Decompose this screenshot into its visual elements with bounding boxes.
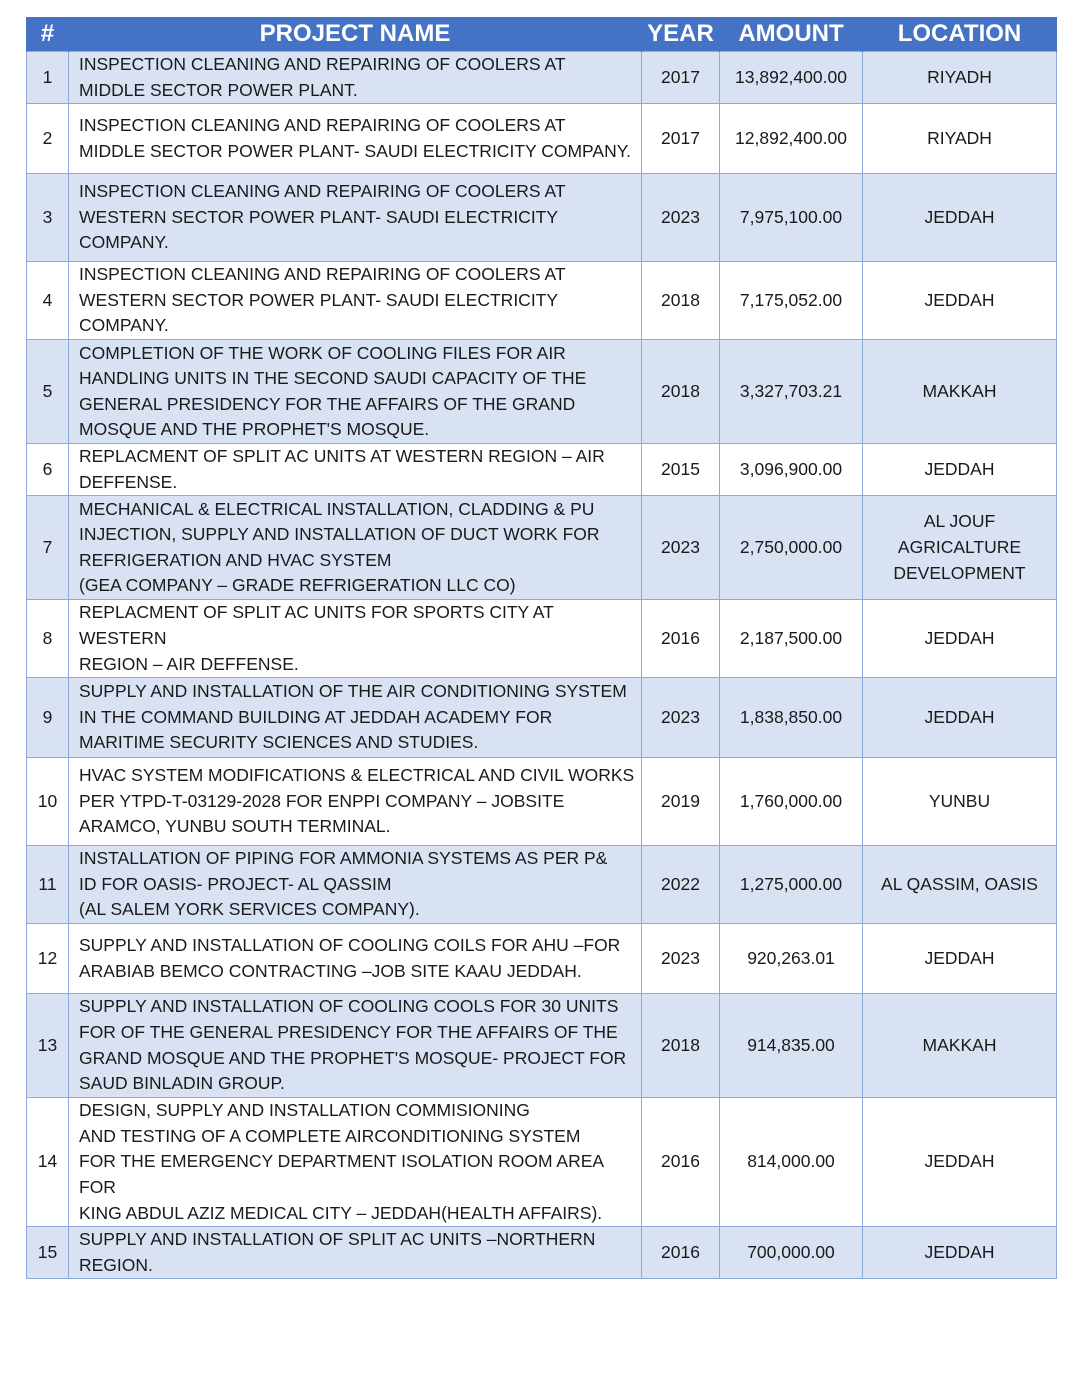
amount-cell: 1,838,850.00 — [720, 678, 863, 758]
project-name-cell: INSPECTION CLEANING AND REPAIRING OF COOLERS AT WESTERN SECTOR POWER PLANT- SAUDI ELECTRICITY COMPANY. — [69, 262, 642, 340]
table-row — [27, 174, 1057, 262]
amount-cell: 12,892,400.00 — [720, 104, 863, 174]
project-name-cell: INSPECTION CLEANING AND REPAIRING OF COOLERS AT WESTERN SECTOR POWER PLANT- SAUDI ELECTRICITY COMPANY. — [69, 174, 642, 262]
year-cell: 2015 — [642, 444, 720, 496]
table-body — [27, 52, 1057, 1279]
amount-cell: 700,000.00 — [720, 1227, 863, 1279]
row-number-cell: 2 — [27, 104, 69, 174]
row-number-cell: 9 — [27, 678, 69, 758]
location-cell: MAKKAH — [863, 340, 1057, 444]
row-number-cell: 5 — [27, 340, 69, 444]
year-cell: 2018 — [642, 340, 720, 444]
amount-cell: 914,835.00 — [720, 994, 863, 1098]
amount-cell: 3,327,703.21 — [720, 340, 863, 444]
year-cell: 2016 — [642, 1098, 720, 1227]
year-cell: 2019 — [642, 758, 720, 846]
table-header-row — [27, 17, 1057, 52]
row-number-cell: 1 — [27, 52, 69, 104]
header-project-name: PROJECT NAME — [69, 17, 642, 52]
row-number-cell: 3 — [27, 174, 69, 262]
location-cell: JEDDAH — [863, 600, 1057, 678]
table-row — [27, 994, 1057, 1098]
project-name-cell: SUPPLY AND INSTALLATION OF COOLING COILS FOR AHU –FOR ARABIAB BEMCO CONTRACTING –JOB SITE KAAU JEDDAH. — [69, 924, 642, 994]
location-cell: JEDDAH — [863, 262, 1057, 340]
location-cell: RIYADH — [863, 52, 1057, 104]
table-row — [27, 758, 1057, 846]
row-number-cell: 11 — [27, 846, 69, 924]
table-row — [27, 104, 1057, 174]
amount-cell: 814,000.00 — [720, 1098, 863, 1227]
project-name-cell: SUPPLY AND INSTALLATION OF THE AIR CONDITIONING SYSTEM IN THE COMMAND BUILDING AT JEDDAH ACADEMY FOR MARITIME SECURITY SCIENCES AND STUDIES. — [69, 678, 642, 758]
table-row — [27, 340, 1057, 444]
table-row — [27, 846, 1057, 924]
amount-cell: 920,263.01 — [720, 924, 863, 994]
project-name-cell: INSPECTION CLEANING AND REPAIRING OF COOLERS AT MIDDLE SECTOR POWER PLANT. — [69, 52, 642, 104]
row-number-cell: 8 — [27, 600, 69, 678]
table-row — [27, 924, 1057, 994]
row-number-cell: 7 — [27, 496, 69, 600]
table-row — [27, 1227, 1057, 1279]
location-cell: YUNBU — [863, 758, 1057, 846]
location-cell: RIYADH — [863, 104, 1057, 174]
table-row — [27, 262, 1057, 340]
amount-cell: 7,175,052.00 — [720, 262, 863, 340]
location-cell: MAKKAH — [863, 994, 1057, 1098]
year-cell: 2023 — [642, 496, 720, 600]
amount-cell: 2,187,500.00 — [720, 600, 863, 678]
year-cell: 2017 — [642, 52, 720, 104]
project-name-cell: MECHANICAL & ELECTRICAL INSTALLATION, CLADDING & PU INJECTION, SUPPLY AND INSTALLATION OF DUCT WORK FOR REFRIGERATION AND HVAC SYSTEM (GEA COMPANY – GRADE REFRIGERATION LLC CO) — [69, 496, 642, 600]
year-cell: 2016 — [642, 1227, 720, 1279]
amount-cell: 1,760,000.00 — [720, 758, 863, 846]
row-number-cell: 10 — [27, 758, 69, 846]
year-cell: 2016 — [642, 600, 720, 678]
header-amount: AMOUNT — [720, 17, 863, 52]
header-year: YEAR — [642, 17, 720, 52]
amount-cell: 3,096,900.00 — [720, 444, 863, 496]
table-row — [27, 52, 1057, 104]
project-name-cell: SUPPLY AND INSTALLATION OF SPLIT AC UNITS –NORTHERN REGION. — [69, 1227, 642, 1279]
row-number-cell: 12 — [27, 924, 69, 994]
year-cell: 2017 — [642, 104, 720, 174]
project-name-cell: REPLACMENT OF SPLIT AC UNITS FOR SPORTS CITY AT WESTERN REGION – AIR DEFFENSE. — [69, 600, 642, 678]
amount-cell: 13,892,400.00 — [720, 52, 863, 104]
row-number-cell: 6 — [27, 444, 69, 496]
table-row — [27, 444, 1057, 496]
location-cell: AL QASSIM, OASIS — [863, 846, 1057, 924]
row-number-cell: 4 — [27, 262, 69, 340]
project-name-cell: SUPPLY AND INSTALLATION OF COOLING COOLS FOR 30 UNITS FOR OF THE GENERAL PRESIDENCY FOR THE AFFAIRS OF THE GRAND MOSQUE AND THE PROPHET'S MOSQUE- PROJECT FOR SAUD BINLADIN GROUP. — [69, 994, 642, 1098]
row-number-cell: 13 — [27, 994, 69, 1098]
year-cell: 2022 — [642, 846, 720, 924]
location-cell: JEDDAH — [863, 924, 1057, 994]
year-cell: 2018 — [642, 994, 720, 1098]
project-name-cell: COMPLETION OF THE WORK OF COOLING FILES FOR AIR HANDLING UNITS IN THE SECOND SAUDI CAPACITY OF THE GENERAL PRESIDENCY FOR THE AFFAIRS OF THE GRAND MOSQUE AND THE PROPHET'S MOSQUE. — [69, 340, 642, 444]
project-name-cell: INSTALLATION OF PIPING FOR AMMONIA SYSTEMS AS PER P& ID FOR OASIS- PROJECT- AL QASSIM (AL SALEM YORK SERVICES COMPANY). — [69, 846, 642, 924]
header-number: # — [27, 17, 69, 52]
row-number-cell: 15 — [27, 1227, 69, 1279]
location-cell: JEDDAH — [863, 1098, 1057, 1227]
location-cell: AL JOUF AGRICALTURE DEVELOPMENT — [863, 496, 1057, 600]
location-cell: JEDDAH — [863, 174, 1057, 262]
amount-cell: 7,975,100.00 — [720, 174, 863, 262]
header-location: LOCATION — [863, 17, 1057, 52]
year-cell: 2023 — [642, 924, 720, 994]
amount-cell: 2,750,000.00 — [720, 496, 863, 600]
row-number-cell: 14 — [27, 1098, 69, 1227]
amount-cell: 1,275,000.00 — [720, 846, 863, 924]
location-cell: JEDDAH — [863, 1227, 1057, 1279]
table-row — [27, 496, 1057, 600]
project-name-cell: REPLACMENT OF SPLIT AC UNITS AT WESTERN REGION – AIR DEFFENSE. — [69, 444, 642, 496]
project-name-cell: INSPECTION CLEANING AND REPAIRING OF COOLERS AT MIDDLE SECTOR POWER PLANT- SAUDI ELECTRICITY COMPANY. — [69, 104, 642, 174]
table-row — [27, 678, 1057, 758]
location-cell: JEDDAH — [863, 444, 1057, 496]
project-name-cell: HVAC SYSTEM MODIFICATIONS & ELECTRICAL AND CIVIL WORKS PER YTPD-T-03129-2028 FOR ENPPI COMPANY – JOBSITE ARAMCO, YUNBU SOUTH TERMINAL. — [69, 758, 642, 846]
year-cell: 2023 — [642, 174, 720, 262]
table-row — [27, 1098, 1057, 1227]
location-cell: JEDDAH — [863, 678, 1057, 758]
projects-table — [26, 17, 1057, 1279]
project-name-cell: DESIGN, SUPPLY AND INSTALLATION COMMISIONING AND TESTING OF A COMPLETE AIRCONDITIONING SYSTEM FOR THE EMERGENCY DEPARTMENT ISOLATION ROOM AREA FOR KING ABDUL AZIZ MEDICAL CITY – JEDDAH(HEALTH AFFAIRS). — [69, 1098, 642, 1227]
year-cell: 2018 — [642, 262, 720, 340]
year-cell: 2023 — [642, 678, 720, 758]
table-row — [27, 600, 1057, 678]
